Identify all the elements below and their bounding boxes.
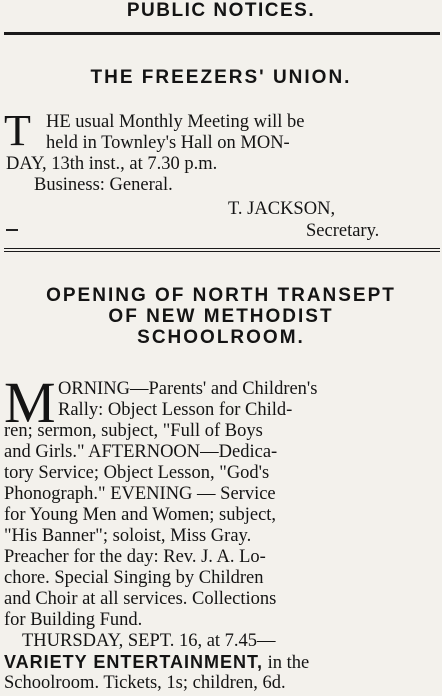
notice-text-line: held in Townley's Hall on MON-: [46, 133, 290, 153]
notice-heading-freezers-union: THE FREEZERS' UNION.: [90, 67, 352, 88]
notice-text-line: THURSDAY, SEPT. 16, at 7.45—: [22, 631, 276, 651]
page-title: PUBLIC NOTICES.: [126, 0, 316, 21]
notice-heading-line: OF NEW METHODIST: [108, 306, 334, 327]
notice-heading-line: SCHOOLROOM.: [137, 327, 305, 348]
notice-divider: [4, 251, 440, 252]
notice-text-line: Schoolroom. Tickets, 1s; children, 6d.: [4, 673, 286, 693]
variety-entertainment-label: VARIETY ENTERTAINMENT,: [4, 652, 264, 672]
variety-rest: in the: [263, 653, 310, 673]
notice-text-line: Business: General.: [34, 175, 173, 195]
notice-text-line: Preacher for the day: Rev. J. A. Lo-: [4, 547, 266, 567]
notice-divider: [4, 248, 440, 249]
notice-dropcap-m: M: [4, 370, 56, 435]
notice-heading-line: OPENING OF NORTH TRANSEPT: [46, 285, 396, 306]
notice-text-line: for Young Men and Women; subject,: [4, 505, 277, 525]
notice-text-line: and Girls." AFTERNOON—Dedica-: [4, 442, 278, 462]
notice-text-line-variety: [4, 652, 309, 673]
signature-title: Secretary.: [306, 221, 380, 241]
notice-text-line: "His Banner"; soloist, Miss Gray.: [4, 526, 252, 546]
notice-text-line: chore. Special Singing by Children: [4, 568, 264, 588]
notice-dropcap-t: T: [4, 106, 31, 155]
notice-text-line: ORNING—Parents' and Children's: [58, 379, 318, 399]
notice-text-line: ren; sermon, subject, "Full of Boys: [4, 421, 263, 441]
signature-dash: [6, 229, 18, 231]
signature-name: T. JACKSON,: [228, 199, 336, 219]
notice-text-line: tory Service; Object Lesson, "God's: [4, 463, 270, 483]
notice-text-line: DAY, 13th inst., at 7.30 p.m.: [6, 154, 218, 174]
header-divider: [4, 32, 440, 35]
notice-text-line: and Choir at all services. Collections: [4, 589, 277, 609]
notice-text-line: HE usual Monthly Meeting will be: [46, 112, 305, 132]
notice-text-line: Rally: Object Lesson for Child-: [58, 400, 293, 420]
notice-text-line: for Building Fund.: [4, 610, 143, 630]
notice-text-line: Phonograph." EVENING — Service: [4, 484, 276, 504]
